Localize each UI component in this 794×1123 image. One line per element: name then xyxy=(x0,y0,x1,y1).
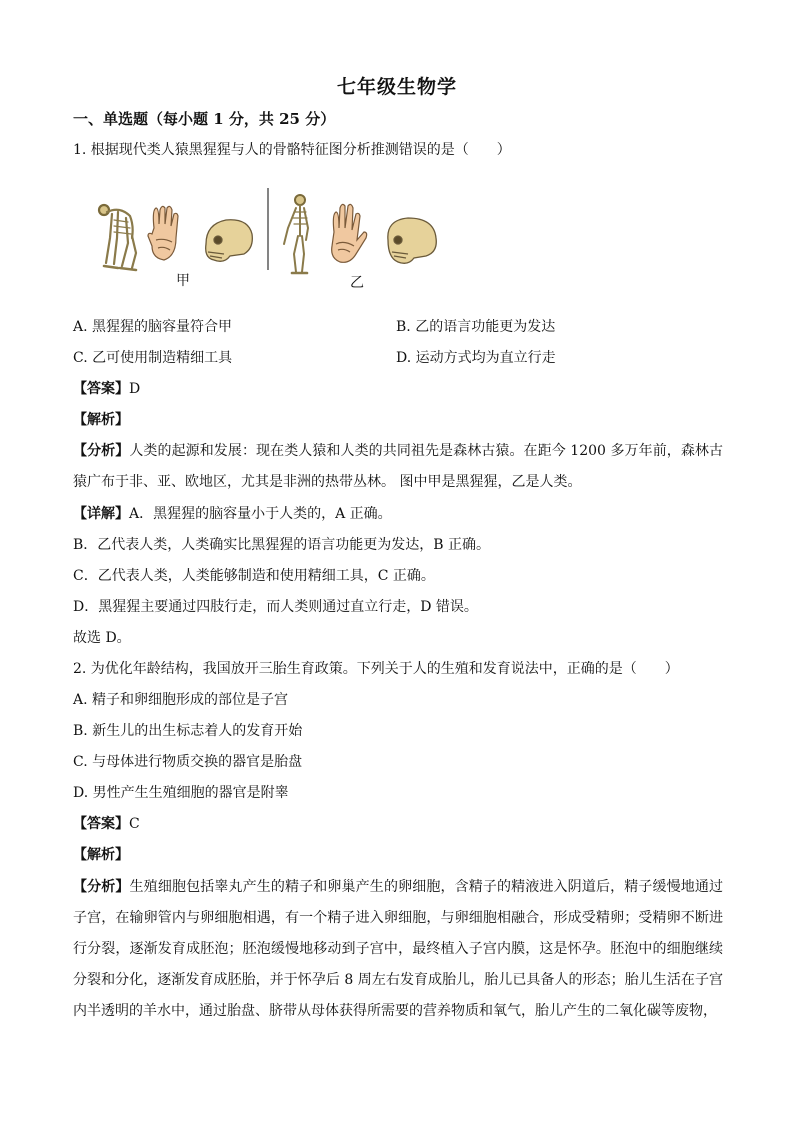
q2-option-a: A. 精子和卵细胞形成的部位是子宫 xyxy=(73,692,289,708)
answer-value: D xyxy=(129,381,141,397)
q1-figure xyxy=(92,188,442,291)
answer-tag: 【答案】 xyxy=(73,381,129,397)
q1-answer xyxy=(73,379,140,399)
q2-stem: 2. 为优化年龄结构，我国放开三胎生育政策。下列关于人的生殖和发育说法中，正确的是（ ） xyxy=(73,661,679,677)
chimp-skeleton-icon xyxy=(99,205,136,270)
q2-answer xyxy=(73,814,140,834)
human-skull-icon xyxy=(388,218,436,263)
figure-label-a: 甲 xyxy=(176,273,190,289)
q1-analysis-tag: 【解析】 xyxy=(73,412,129,428)
q2-fenxi xyxy=(73,872,723,1027)
q2-option-b: B. 新生儿的出生标志着人的发育开始 xyxy=(73,723,303,739)
q1-xiangjie-1 xyxy=(73,504,392,524)
human-hand-icon xyxy=(332,204,367,262)
q1-xiangjie-4: D．黑猩猩主要通过四肢行走，而人类则通过直立行走，D 错误。 xyxy=(73,599,478,615)
fenxi-tag: 【分析】 xyxy=(73,879,130,895)
skeleton-comparison-figure xyxy=(92,188,442,288)
q1-conclusion: 故选 D。 xyxy=(73,630,131,646)
fenxi-tag: 【分析】 xyxy=(73,443,130,459)
chimp-skull-icon xyxy=(206,220,253,262)
q1-stem: 1. 根据现代类人猿黑猩猩与人的骨骼特征图分析推测错误的是（ ） xyxy=(73,142,511,158)
human-skeleton-icon xyxy=(284,195,308,273)
q1-option-b: B. 乙的语言功能更为发达 xyxy=(396,319,556,335)
q1-xiangjie-3: C．乙代表人类，人类能够制造和使用精细工具，C 正确。 xyxy=(73,568,435,584)
q2-option-d: D. 男性产生生殖细胞的器官是附睾 xyxy=(73,785,289,801)
chimp-hand-icon xyxy=(148,206,178,260)
q2-option-c: C. 与母体进行物质交换的器官是胎盘 xyxy=(73,754,303,770)
fenxi-text: 生殖细胞包括睾丸产生的精子和卵巢产生的卵细胞，含精子的精液进入阴道后，精子缓慢地通过子宫，在输卵管内与卵细胞相遇，有一个精子进入卵细胞，与卵细胞相融合，形成受精卵；受精卵不断进行分裂，逐渐发育成胚泡；胚泡缓慢地移动到子宫中，最终植入子宫内膜，这是怀孕。胚泡中的细胞继续分裂和分化，逐渐发育成胚胎，并于怀孕后 8 周左右发育成胎儿，胎儿已具备人的形态；胎儿生活在子宫内半透明的羊水中，通过胎盘、脐带从母体获得所需要的营养物质和氧气，胎儿产生的二氧化碳等废物， xyxy=(73,879,724,1019)
answer-value: C xyxy=(129,816,140,832)
xiangjie-line: A．黑猩猩的脑容量小于人类的，A 正确。 xyxy=(129,506,392,522)
page-title: 七年级生物学 xyxy=(336,76,457,98)
q1-fenxi xyxy=(73,436,723,498)
xiangjie-tag: 【详解】 xyxy=(73,506,129,522)
q1-option-a: A. 黑猩猩的脑容量符合甲 xyxy=(73,319,233,335)
q1-option-c: C. 乙可使用制造精细工具 xyxy=(73,350,233,366)
fenxi-text: 人类的起源和发展：现在类人猿和人类的共同祖先是森林古猿。在距今 1200 多万年前，森林古猿广布于非、亚、欧地区，尤其是非洲的热带丛林。 图中甲是黑猩猩，乙是人类。 xyxy=(73,443,724,490)
q1-xiangjie-2: B．乙代表人类，人类确实比黑猩猩的语言功能更为发达，B 正确。 xyxy=(73,537,491,553)
q1-option-d: D. 运动方式均为直立行走 xyxy=(396,350,556,366)
q2-analysis-tag: 【解析】 xyxy=(73,847,129,863)
section-heading: 一、单选题（每小题 1 分，共 25 分） xyxy=(73,110,336,128)
answer-tag: 【答案】 xyxy=(73,816,129,832)
figure-label-b: 乙 xyxy=(350,275,364,291)
